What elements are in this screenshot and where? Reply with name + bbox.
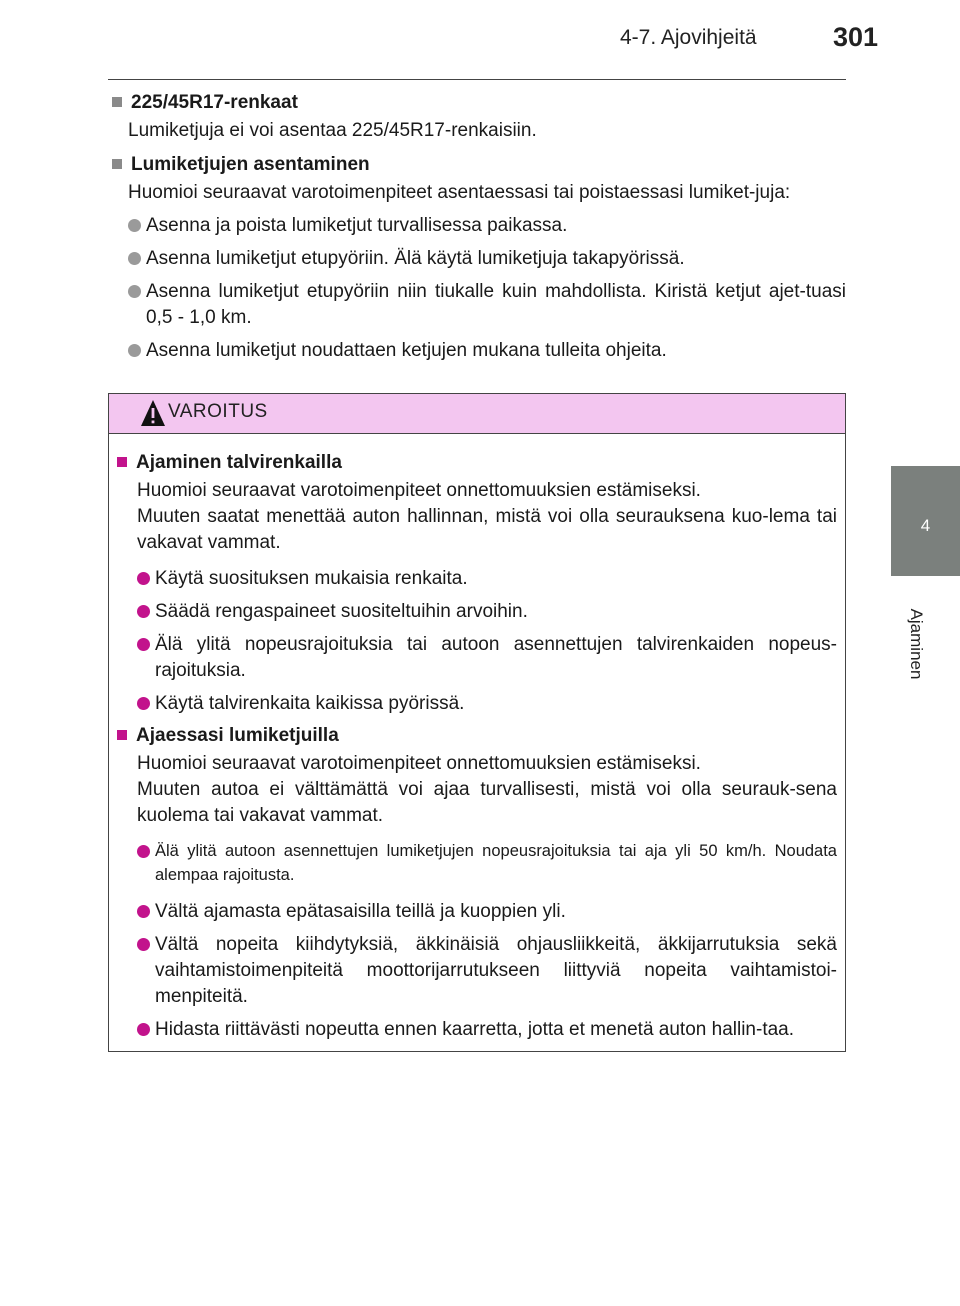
list-item: Säädä rengaspaineet suositeltuihin arvoihin. [137, 599, 837, 625]
list-item: Asenna lumiketjut etupyöriin. Älä käytä lumiketjuja takapyörissä. [128, 246, 846, 272]
section-heading-text: 225/45R17-renkaat [131, 92, 298, 113]
square-bullet-icon [117, 457, 127, 467]
section-heading [108, 152, 846, 178]
bullet-icon [137, 638, 150, 651]
section-title: 4-7. Ajovihjeitä [620, 26, 757, 49]
bullet-icon [137, 845, 150, 858]
warning-section-heading: Ajaminen talvirenkailla [113, 450, 837, 476]
section-text: Huomioi seuraavat varotoimenpiteet asentaessasi tai poistaessasi lumiket-juja: [128, 182, 791, 203]
square-bullet-icon [112, 97, 122, 107]
bullet-icon [128, 344, 141, 357]
warning-label: VAROITUS [168, 401, 268, 422]
list-item: Hidasta riittävästi nopeutta ennen kaarretta, jotta et menetä auton hallin-taa. [137, 1017, 837, 1043]
list-item: Vältä ajamasta epätasaisilla teillä ja kuoppien yli. [137, 899, 837, 925]
list-item: Älä ylitä nopeusrajoituksia tai autoon asennettujen talvirenkaiden nopeus-rajoituksia. [137, 632, 837, 684]
list-item: Asenna ja poista lumiketjut turvallisessa paikassa. [128, 213, 846, 239]
warning-body [109, 434, 845, 1043]
warning-text: Muuten saatat menettää auton hallinnan, mistä voi olla seurauksena kuo-lema tai vakavat vammat. [137, 506, 837, 553]
page-number: 301 [833, 22, 879, 52]
warning-text: Muuten autoa ei välttämättä voi ajaa turvallisesti, mistä voi olla seurauk-sena kuolema tai vakavat vammat. [137, 779, 837, 826]
section-text: Lumiketjuja ei voi asentaa 225/45R17-renkaisiin. [128, 120, 537, 141]
list-item: Käytä suosituksen mukaisia renkaita. [137, 566, 837, 592]
chapter-tab [891, 466, 960, 576]
bullet-icon [137, 572, 150, 585]
bullet-icon [128, 285, 141, 298]
header-divider [108, 79, 846, 80]
warning-header [109, 394, 845, 434]
section-heading [108, 90, 846, 116]
main-content [108, 90, 846, 364]
bullet-icon [137, 1023, 150, 1036]
warning-text: Huomioi seuraavat varotoimenpiteet onnettomuuksien estämiseksi. [137, 480, 701, 501]
bullet-icon [137, 905, 150, 918]
list-item: Älä ylitä autoon asennettujen lumiketjujen nopeusrajoituksia tai aja yli 50 km/h. Noudata alempaa rajoitusta. [137, 839, 837, 887]
warning-triangle-icon [140, 398, 166, 428]
warning-section-heading: Ajaessasi lumiketjuilla [113, 723, 837, 749]
square-bullet-icon [117, 730, 127, 740]
warning-box [108, 393, 846, 1052]
chapter-number: 4 [920, 516, 931, 535]
bullet-icon [137, 605, 150, 618]
list-item: Asenna lumiketjut etupyöriin niin tiukalle kuin mahdollista. Kiristä ketjut ajet-tuasi 0,5 - 1,0 km. [128, 279, 846, 331]
list-item: Käytä talvirenkaita kaikissa pyörissä. [137, 691, 837, 717]
warning-text: Huomioi seuraavat varotoimenpiteet onnettomuuksien estämiseksi. [137, 753, 701, 774]
section-heading-text: Lumiketjujen asentaminen [131, 154, 370, 175]
chapter-label-wrap [905, 590, 927, 680]
chapter-label: Ajaminen [907, 608, 926, 680]
bullet-icon [137, 697, 150, 710]
bullet-icon [128, 219, 141, 232]
list-item: Vältä nopeita kiihdytyksiä, äkkinäisiä ohjausliikkeitä, äkkijarrutuksia sekä vaihtamistoimenpiteitä moottorijarrutukseen liittyviä nopeita vaihtamistoi-menpiteitä. [137, 932, 837, 1010]
bullet-icon [128, 252, 141, 265]
bullet-icon [137, 938, 150, 951]
square-bullet-icon [112, 159, 122, 169]
list-item: Asenna lumiketjut noudattaen ketjujen mukana tulleita ohjeita. [128, 338, 846, 364]
